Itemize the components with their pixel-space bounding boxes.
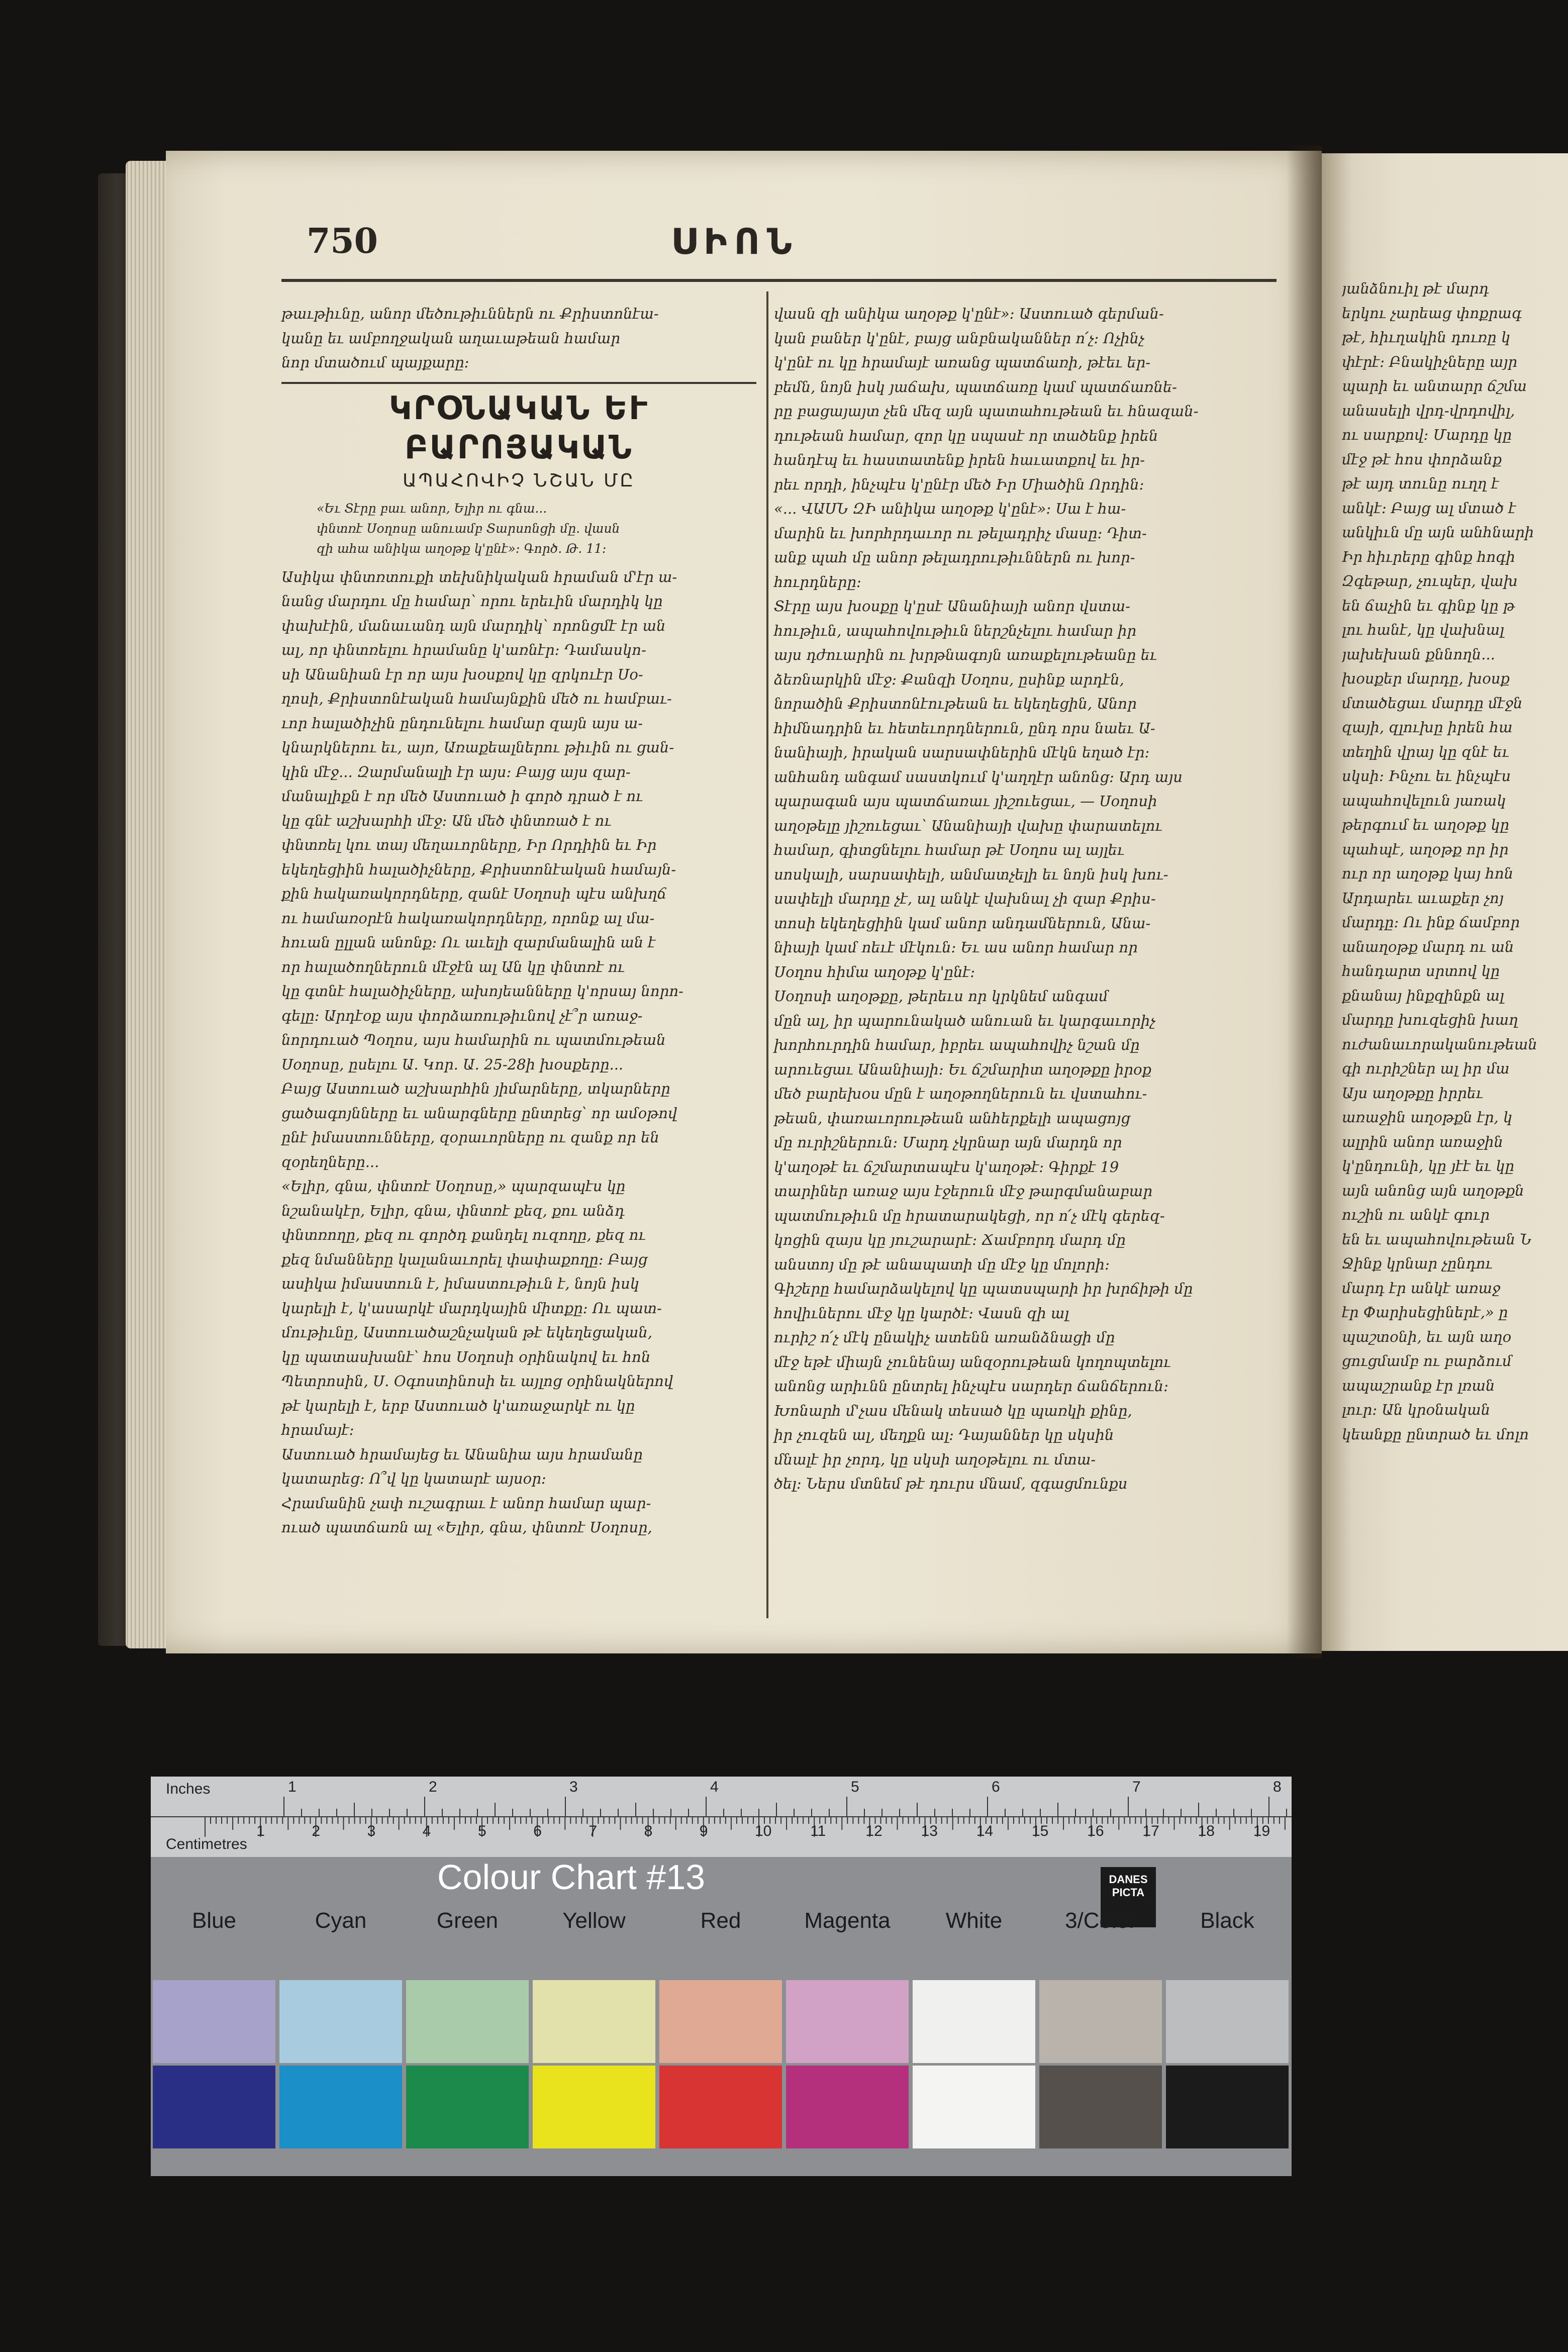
text-line: տոսի եկեղեցիին կամ անոր անդամներուն, Անա- (774, 914, 1151, 932)
text-line: հրամայէ։ (281, 1421, 354, 1438)
swatch-light (659, 1980, 782, 2063)
text-line: մըն ալ, իր պարունակած անուան եւ կարգաւորիչ (774, 1012, 1155, 1029)
text-line: ուած պատճառն ալ «Ելիր, գնա, փնտռէ Սօղոսը, (281, 1519, 652, 1536)
text-line: ալ, որ փնտռելու հրամանը կ'առնէր։ Դամասկո- (281, 641, 646, 658)
text-line: մտածեցաւ մարդը մէջն (1342, 694, 1523, 712)
text-line: Սօղոս հիմա աղօթք կ'ընէ։ (774, 963, 975, 981)
cm-number: 4 (422, 1823, 431, 1839)
inch-number: 4 (710, 1779, 719, 1795)
section-subtitle: ԱՊԱՀՈՎԻՉ ՆՇԱՆ ՄԸ (403, 470, 635, 491)
left-intro-text (281, 302, 756, 375)
text-line: Աստուած հրամայեց եւ Անանիա այս հրամանը (281, 1445, 643, 1463)
swatch-dark (913, 2066, 1035, 2148)
text-line: առաջին աղօթքն էր, կ (1342, 1109, 1513, 1126)
text-line: պահպէ, աղօթք որ իր (1342, 840, 1509, 858)
swatch-label: Red (700, 1908, 741, 1933)
text-line: պարագան այս պատճառաւ յիշուեցաւ, — Սօղոսի (774, 793, 1157, 810)
text-line: համար, գիտցնելու համար թէ Սօղոս ալ այլեւ (774, 841, 1125, 858)
text-line: գի ուրիշներ ալ իր մա (1342, 1060, 1510, 1077)
colour-chart (151, 1777, 1292, 2176)
swatch-dark (1166, 2066, 1289, 2148)
text-line: հանդէպ եւ հաստատենք իրեն հաւատքով եւ իր- (774, 451, 1145, 468)
text-line: կը պատասխանէ՝ հոս Սօղոսի օրինակով եւ հոն (281, 1348, 651, 1365)
text-line: նանց մարդու մը համար՝ որու երեւին մարդիկ կը (281, 593, 663, 610)
text-line: փէրէ։ Բնակիչները այր (1342, 353, 1518, 370)
swatch-dark (1039, 2066, 1162, 2148)
text-line: բեմն, նոյն իսկ յաճախ, պատճառը կամ պատճառնե- (774, 378, 1177, 396)
text-line: նոր մտածում պայքարը։ (281, 354, 469, 371)
text-line: զօրեղները... (281, 1153, 379, 1170)
text-line: Արդարեւ աւաքեր չոյ (1342, 889, 1504, 907)
text-line: մեծ բարեխօս մըն է աղօթողներուն եւ վստահու- (774, 1085, 1147, 1102)
text-line: վասն զի անիկա աղօթք կ'ընէ»։ Աստուած գերման- (774, 305, 1164, 322)
text-line: զի ահա անիկա աղօթք կ'ընէ»։ Գործ. Թ. 11։ (317, 541, 607, 556)
text-line: մարդը խուզեցին խաղ (1342, 1011, 1518, 1028)
cm-number: 12 (865, 1823, 883, 1839)
text-line: ցուցմամբ ու բարձում (1342, 1352, 1512, 1369)
ruler (151, 1777, 1292, 1857)
text-line: զայի, զլուխը իրեն հա (1342, 719, 1513, 736)
text-line: քեզ նմանները կալանաւորել փափաքողը։ Բայց (281, 1250, 648, 1268)
text-line: հուրդները։ (774, 573, 861, 591)
text-line: ուր որ աղօթք կայ հոն (1342, 865, 1514, 882)
text-line: թէ կարելի է, երբ Աստուած կ'առաջարկէ ու կը (281, 1397, 635, 1414)
text-line: կանը եւ ամբողջական աղաւաթեան համար (281, 329, 620, 347)
swatch-dark (153, 2066, 275, 2148)
text-line: դութեան համար, զոր կը սպասէ որ տածենք իրեն (774, 427, 1158, 444)
text-line: հիմնադրին եւ հետեւորդներուն, ընդ որս նաեւ Ա- (774, 719, 1155, 737)
text-line: մէջ եթէ միայն չունենայ անզօրութեան կողոպտելու (774, 1353, 1171, 1370)
swatch-light (279, 1980, 402, 2063)
book-gutter (1287, 146, 1322, 1658)
text-line: անոնց արիւնն ընտրել ինչպէս սարդեր ճանճերուն։ (774, 1378, 1168, 1395)
swatch-label: Black (1200, 1908, 1254, 1933)
text-line: կոցին զայս կը յուշարարէ։ Ճամբորդ մարդ մը (774, 1231, 1126, 1248)
text-line: յախեխան քննողն... (1342, 645, 1495, 663)
text-line: փախէին, մանաւանդ այն մարդիկ՝ որոնցմէ էր ան (281, 617, 666, 634)
text-line: խորհուրդին համար, իբրեւ ապահովիչ նշան մը (774, 1036, 1140, 1053)
text-line: կեանքը ընտրած եւ մոլո (1342, 1425, 1529, 1443)
swatch-light (1166, 1980, 1289, 2063)
inch-number: 5 (851, 1779, 859, 1795)
swatch-label: Blue (191, 1908, 237, 1933)
text-line: րը բացայայտ չեն մեզ այն պատահութեան եւ հնազան- (774, 403, 1199, 420)
inch-number: 6 (992, 1779, 1000, 1795)
text-line: մը ուրիշներուն։ Մարդ չկրնար այն մարդն որ (774, 1134, 1122, 1151)
text-line: են ճաչին եւ գինք կը թ (1342, 597, 1515, 614)
text-line: այն անոնց այն աղօթքն (1342, 1182, 1524, 1199)
swatch-light (406, 1980, 529, 2063)
cm-number: 18 (1198, 1823, 1215, 1839)
cm-number: 8 (644, 1823, 653, 1839)
text-line: ընէ իմաստունները, զօրաւորները ու զանք որ են (281, 1129, 659, 1146)
swatch-label: Yellow (562, 1908, 626, 1933)
text-line: նորդուած Պօղոս, այս համարին ու պատմութեան (281, 1031, 666, 1048)
text-line: փնտռողը, քեզ ու գործդ քանդել ուզողը, քեզ ու (281, 1226, 646, 1243)
text-line: մութիւնը, Աստուածաշնչական թէ եկեղեցական, (281, 1324, 652, 1341)
text-line: անք պահ մը անոր թելադրութիւններն ու խոր- (774, 549, 1135, 566)
cm-number: 10 (755, 1823, 772, 1839)
text-line: նիայի կամ ոեւէ մէկուն։ Եւ աս անոր համար որ (774, 939, 1138, 956)
text-line: կ'աղօթէ եւ ճշմարտապէս կ'աղօթէ։ Գիրքէ 19 (774, 1158, 1119, 1175)
text-line: եկեղեցիին հալածիչները, Քրիստոնէական համայն- (281, 860, 676, 878)
text-line: նշանակէր, Ելիր, գնա, փնտռէ քեզ, քու անձդ (281, 1202, 625, 1219)
text-line: Բայց Աստուած աշխարհին յիմարները, տկարները (281, 1080, 670, 1097)
ruler-inches-label: Inches (166, 1781, 211, 1797)
text-line: ուշին ու անկէ գուր (1342, 1206, 1490, 1223)
text-line: սի Անանիան էր որ այս խօսքով կը զրկուէր Սօ- (281, 665, 643, 683)
text-line: հուան ըլլան անոնք։ Ու աւելի զարմանալին ան է (281, 934, 656, 951)
text-line: ասիկա իմաստուն է, իմաստութիւն է, նոյն իսկ (281, 1275, 639, 1292)
page-number: 750 (307, 221, 378, 261)
text-line: կնարկներու եւ, այո, Առաքեալներու թիւին ու ցան- (281, 739, 674, 756)
text-line: արուեցաւ Անանիայի։ Եւ ճշմարիտ աղօթքը իրօք (774, 1060, 1152, 1078)
text-line: ուրիշ ո՛չ մէկ ընակիչ ատենն առանձնացի մը (774, 1329, 1115, 1346)
text-line: կարելի է, կ'ասարկէ մարդկային միտքը։ Ու պատ- (281, 1299, 662, 1317)
cm-number: 2 (312, 1823, 321, 1839)
text-line: հանդարտ սրտով կը (1342, 962, 1500, 979)
text-line: տարիներ առաջ այս էջերուն մէջ թարգմանաբար (774, 1183, 1152, 1200)
text-line: քնանայ ինքզինքն ալ (1342, 987, 1505, 1004)
epigraph (281, 499, 756, 559)
text-line: Գիշերը համարձակելով կը պատսպարի իր խրճիթի մը (774, 1280, 1193, 1297)
inch-number: 7 (1132, 1779, 1141, 1795)
section-title: ԿՐՕՆԱԿԱՆ ԵՒ ԲԱՐՈՅԱԿԱՆ (388, 389, 649, 466)
cm-number: 13 (921, 1823, 938, 1839)
text-line: կին մէջ... Զարմանալի էր այս։ Բայց այս զար- (281, 763, 631, 780)
text-line: անկէ։ Բայց ալ մտած է (1342, 499, 1516, 517)
text-line: ուժանաւորականութեան (1342, 1035, 1537, 1053)
text-line: Սօղոսը, ըսելու Ա. Կոր. Ա. 25-28ի խօսքերը... (281, 1055, 624, 1073)
text-line: ղոսի, Քրիստոնէական համայնքին մեծ ու համբաւ- (281, 690, 672, 707)
text-line: Խոնարհ մ'չաս մենակ տեսած կը պառկի քինը, (774, 1402, 1132, 1419)
swatch-light (1039, 1980, 1162, 2063)
text-line: մանալիքն է որ մեծ Աստուած ի գործ դրած է ու (281, 788, 643, 805)
text-line: ու սարքով։ Մարդը կը (1342, 426, 1512, 443)
text-line: Ջինք կրնար չընդու (1342, 1255, 1493, 1272)
cm-number: 19 (1253, 1823, 1270, 1839)
text-line: պաշտօնի, եւ այն աղօ (1342, 1328, 1512, 1345)
swatch-label: Magenta (804, 1908, 891, 1933)
text-line: մարին եւ խորհրդաւոր ու թելադրիչ մասը։ Դիտ- (774, 524, 1147, 542)
inch-number: 2 (429, 1779, 437, 1795)
text-line: փնտռէ Սօղոսը անուամբ Տարսոնցի մը. վասն (317, 521, 620, 536)
swatch-label: 3/Color (1065, 1908, 1136, 1933)
text-line: ապահովելուն յառակ (1342, 792, 1506, 809)
cm-number: 3 (367, 1823, 376, 1839)
text-line: անկիւն մը այն անհնարի (1342, 524, 1534, 541)
text-line: անհանդ անգամ սաստկում կ'աղղէր անոնց։ Արդ այս (774, 768, 1183, 786)
text-line: պատմութիւն մը հրատարակեցի, որ ո՛չ մէկ գերեզ- (774, 1207, 1165, 1224)
text-line: փնտռել կու տայ մեղաւորները, Իր Որդիին եւ Իր (281, 836, 657, 853)
text-line: նանիայի, իրական սարսափներին մէկն եղած էր։ (774, 744, 1150, 761)
text-line: մարդը։ Ու ինք ճամբոր (1342, 914, 1520, 931)
cm-number: 6 (533, 1823, 542, 1839)
text-line: Իր հիւրերը գինք հոգի (1342, 548, 1515, 565)
text-line: տեղին վրայ կը զնէ եւ (1342, 743, 1509, 760)
text-line: մնալէ իր չորդ, կը սկսի աղօթելու ու մտա- (774, 1450, 1096, 1468)
text-line: րեւ որդի, ինչպէս կ'ընէր մեծ Իր Միածին Որդին։ (774, 475, 1144, 493)
text-line: լուր։ Ան կրօնական (1342, 1401, 1491, 1418)
text-line: կ'ընէ ու կը հրամայէ առանց պատճառի, թէեւ եր- (774, 354, 1151, 371)
text-line: յանձնուիլ թէ մարդ (1342, 280, 1489, 297)
text-line: Սօղոսի աղօթքը, թերեւս որ կրկնեմ անգամ (774, 988, 1108, 1005)
text-line: Տէրը այս խօսքը կ'ըսէ Անանիայի անոր վստա- (774, 598, 1130, 615)
text-line: երկու չարեաց փոքրագ (1342, 304, 1522, 322)
text-line: «... ՎԱՍՆ ԶԻ անիկա աղօթք կ'ընէ»։ Սա է հա- (774, 500, 1126, 517)
danes-picta-logo: DANES PICTA (1101, 1867, 1156, 1927)
swatch-dark (659, 2066, 782, 2148)
text-line: են եւ ապահովութեան Ն (1342, 1230, 1532, 1248)
text-line: քին հակառակորդները, զանէ Սօղոսի պէս անխղճ (281, 885, 667, 902)
text-line: կան բաներ կ'ընէ, բայց անբնականներ ո՛չ։ Ոչինչ (774, 329, 1144, 347)
text-line: անասելի վրդ-վրդովիլ, (1342, 402, 1515, 419)
text-line: Ասիկա փնտռտուքի տեխնիկական հրաման մ'էր ա- (281, 568, 677, 585)
text-line: պարի եւ անտարր ճշմա (1342, 377, 1527, 395)
text-line: հութիւն, ապահովութիւն ներշնչելու համար իր (774, 622, 1137, 639)
text-line: կը գտնէ հալածիչները, ախոյեանները կ'որսայ նորո- (281, 983, 683, 1000)
text-line: խօսքեր մարդը, խօսք (1342, 670, 1510, 687)
ruler-cm-label: Centimetres (166, 1836, 247, 1852)
text-line: նորածին Քրիստոնէութեան եւ եկեղեցին, Անոր (774, 695, 1137, 712)
text-line: աղօթելը յիշուեցաւ՝ Անանիայի վախը փարատելու (774, 817, 1162, 834)
cm-number: 5 (478, 1823, 486, 1839)
swatch-label: Cyan (315, 1908, 367, 1933)
cm-number: 1 (256, 1823, 265, 1839)
text-line: սոսկալի, սարսափելի, անմատչելի եւ նոյն իսկ խու- (774, 865, 1168, 883)
swatch-dark (406, 2066, 529, 2148)
left-column (281, 302, 756, 1540)
swatch-dark (279, 2066, 402, 2148)
text-line: ապաշրանք էր լռան (1342, 1377, 1495, 1394)
text-line: «Եւ Տէրը բաւ անոր, Ելիր ու գնա... (317, 501, 547, 516)
text-line: Հրամանին չափ ուշագրաւ է անոր համար պար- (281, 1494, 651, 1512)
text-line: ցածագոյնները եւ անարգները ընտրեց՝ որ ամօթով (281, 1104, 677, 1122)
text-line: Այս աղօթքը իրրեւ (1342, 1084, 1483, 1102)
text-line: ձեռնարկին մէջ։ Քանզի Սօղոս, ըսինք արդէն, (774, 670, 1124, 688)
text-line: անստոյ մը թէ անապատի մը մէջ կը մոլորի։ (774, 1255, 1110, 1273)
text-line: ալրին անոր առաջին (1342, 1133, 1503, 1150)
column-rule (766, 291, 768, 1618)
cm-number: 17 (1142, 1823, 1159, 1839)
left-body-text (281, 565, 756, 1540)
swatch-light (786, 1980, 909, 2063)
middle-column (774, 302, 1269, 1496)
text-line: թերգում եւ աղօթք կը (1342, 816, 1510, 833)
inch-number: 3 (569, 1779, 578, 1795)
swatch-dark (786, 2066, 909, 2148)
text-line: էր Փարիսեցիներէ,» ը (1342, 1304, 1508, 1321)
text-line: լու հանէ, կը վախնալ (1342, 621, 1505, 638)
text-line: ու համառօրէն հակառակորդները, որոնք ալ մա- (281, 909, 655, 927)
right-page (1322, 153, 1568, 1651)
text-line: թեան, փառաւորութեան անհերքելի ապացոյց (774, 1109, 1130, 1127)
cm-number: 16 (1087, 1823, 1104, 1839)
text-line: ւոր հալածիչին ընդունելու համար զայն այս ա- (281, 714, 643, 732)
inch-number: 8 (1273, 1779, 1282, 1795)
text-line: սափելի մարդը չէ, ալ անկէ վախնալ չի զար Քրիս- (774, 890, 1156, 907)
text-line: մէջ թէ հոս փորձանք (1342, 450, 1502, 468)
cm-number: 7 (589, 1823, 598, 1839)
inch-number: 1 (288, 1779, 297, 1795)
swatch-dark (533, 2066, 655, 2148)
text-line: որ հալածողներուն մէջէն ալ Ան կը փնտռէ ու (281, 958, 625, 975)
text-line: ծել։ Ներս մտնեմ թէ դուրս մնամ, զգացմունքս (774, 1475, 1128, 1492)
running-title: ՍԻՈՆ (671, 221, 799, 262)
text-line: Զգեթար, չուպեր, վախ (1342, 572, 1518, 590)
cm-number: 15 (1032, 1823, 1049, 1839)
cm-number: 11 (810, 1823, 826, 1839)
text-line: Պետրոսին, Ս. Օգոստինոսի եւ այլոց օրինակներով (281, 1373, 673, 1390)
text-line: կատարեց։ Ո՞վ կը կատարէ այսօր։ (281, 1470, 546, 1487)
section-rule (281, 382, 756, 384)
text-line: «Ելիր, գնա, փնտռէ Սօղոսը,» պարզապէս կը (281, 1178, 626, 1195)
text-line: այս դժուարին ու խրթնագոյն առաքելութեանը եւ (774, 646, 1157, 663)
swatch-label: White (945, 1908, 1003, 1933)
right-page-text (1342, 276, 1568, 1446)
middle-body-text (774, 302, 1269, 1496)
text-line: անաղօթք մարդ ու ան (1342, 938, 1514, 955)
text-line: հովիւներու մէջ կը կարծէ։ Վասն զի ալ (774, 1304, 1069, 1322)
text-line: թէ այդ տունը ուղղ է (1342, 475, 1499, 492)
text-line: կը գնէ աշխարհի մէջ։ Ան մեծ փնտռած է ու (281, 812, 612, 829)
text-line: սկսի։ Ինչու եւ ինչպէս (1342, 767, 1511, 785)
header-rule (281, 279, 1277, 282)
swatch-label: Green (436, 1908, 499, 1933)
text-line: կ'ընդունի, կը յէէ եւ կը (1342, 1157, 1515, 1174)
swatch-light (533, 1980, 655, 2063)
swatch-light (153, 1980, 275, 2063)
ruler-ticks (151, 1777, 1292, 1857)
cm-number: 14 (976, 1823, 994, 1839)
text-line: թէ, հիւղակին դուռը կ (1342, 329, 1511, 346)
colour-chart-title: Colour Chart #13 (437, 1857, 706, 1897)
text-line: թաւթիւնը, անոր մեծութիւններն ու Քրիստոնէա- (281, 305, 659, 322)
text-line: իր չուզեն ալ, մեղքն ալ։ Դայաններ կը սկսին (774, 1426, 1114, 1443)
text-line: գելը։ Արդէօք այս փորձառութիւնով չէ՞ր առաջ- (281, 1007, 643, 1024)
text-line: մարդ էր անկէ առաջ (1342, 1279, 1501, 1297)
cm-number: 9 (699, 1823, 708, 1839)
swatch-light (913, 1980, 1035, 2063)
